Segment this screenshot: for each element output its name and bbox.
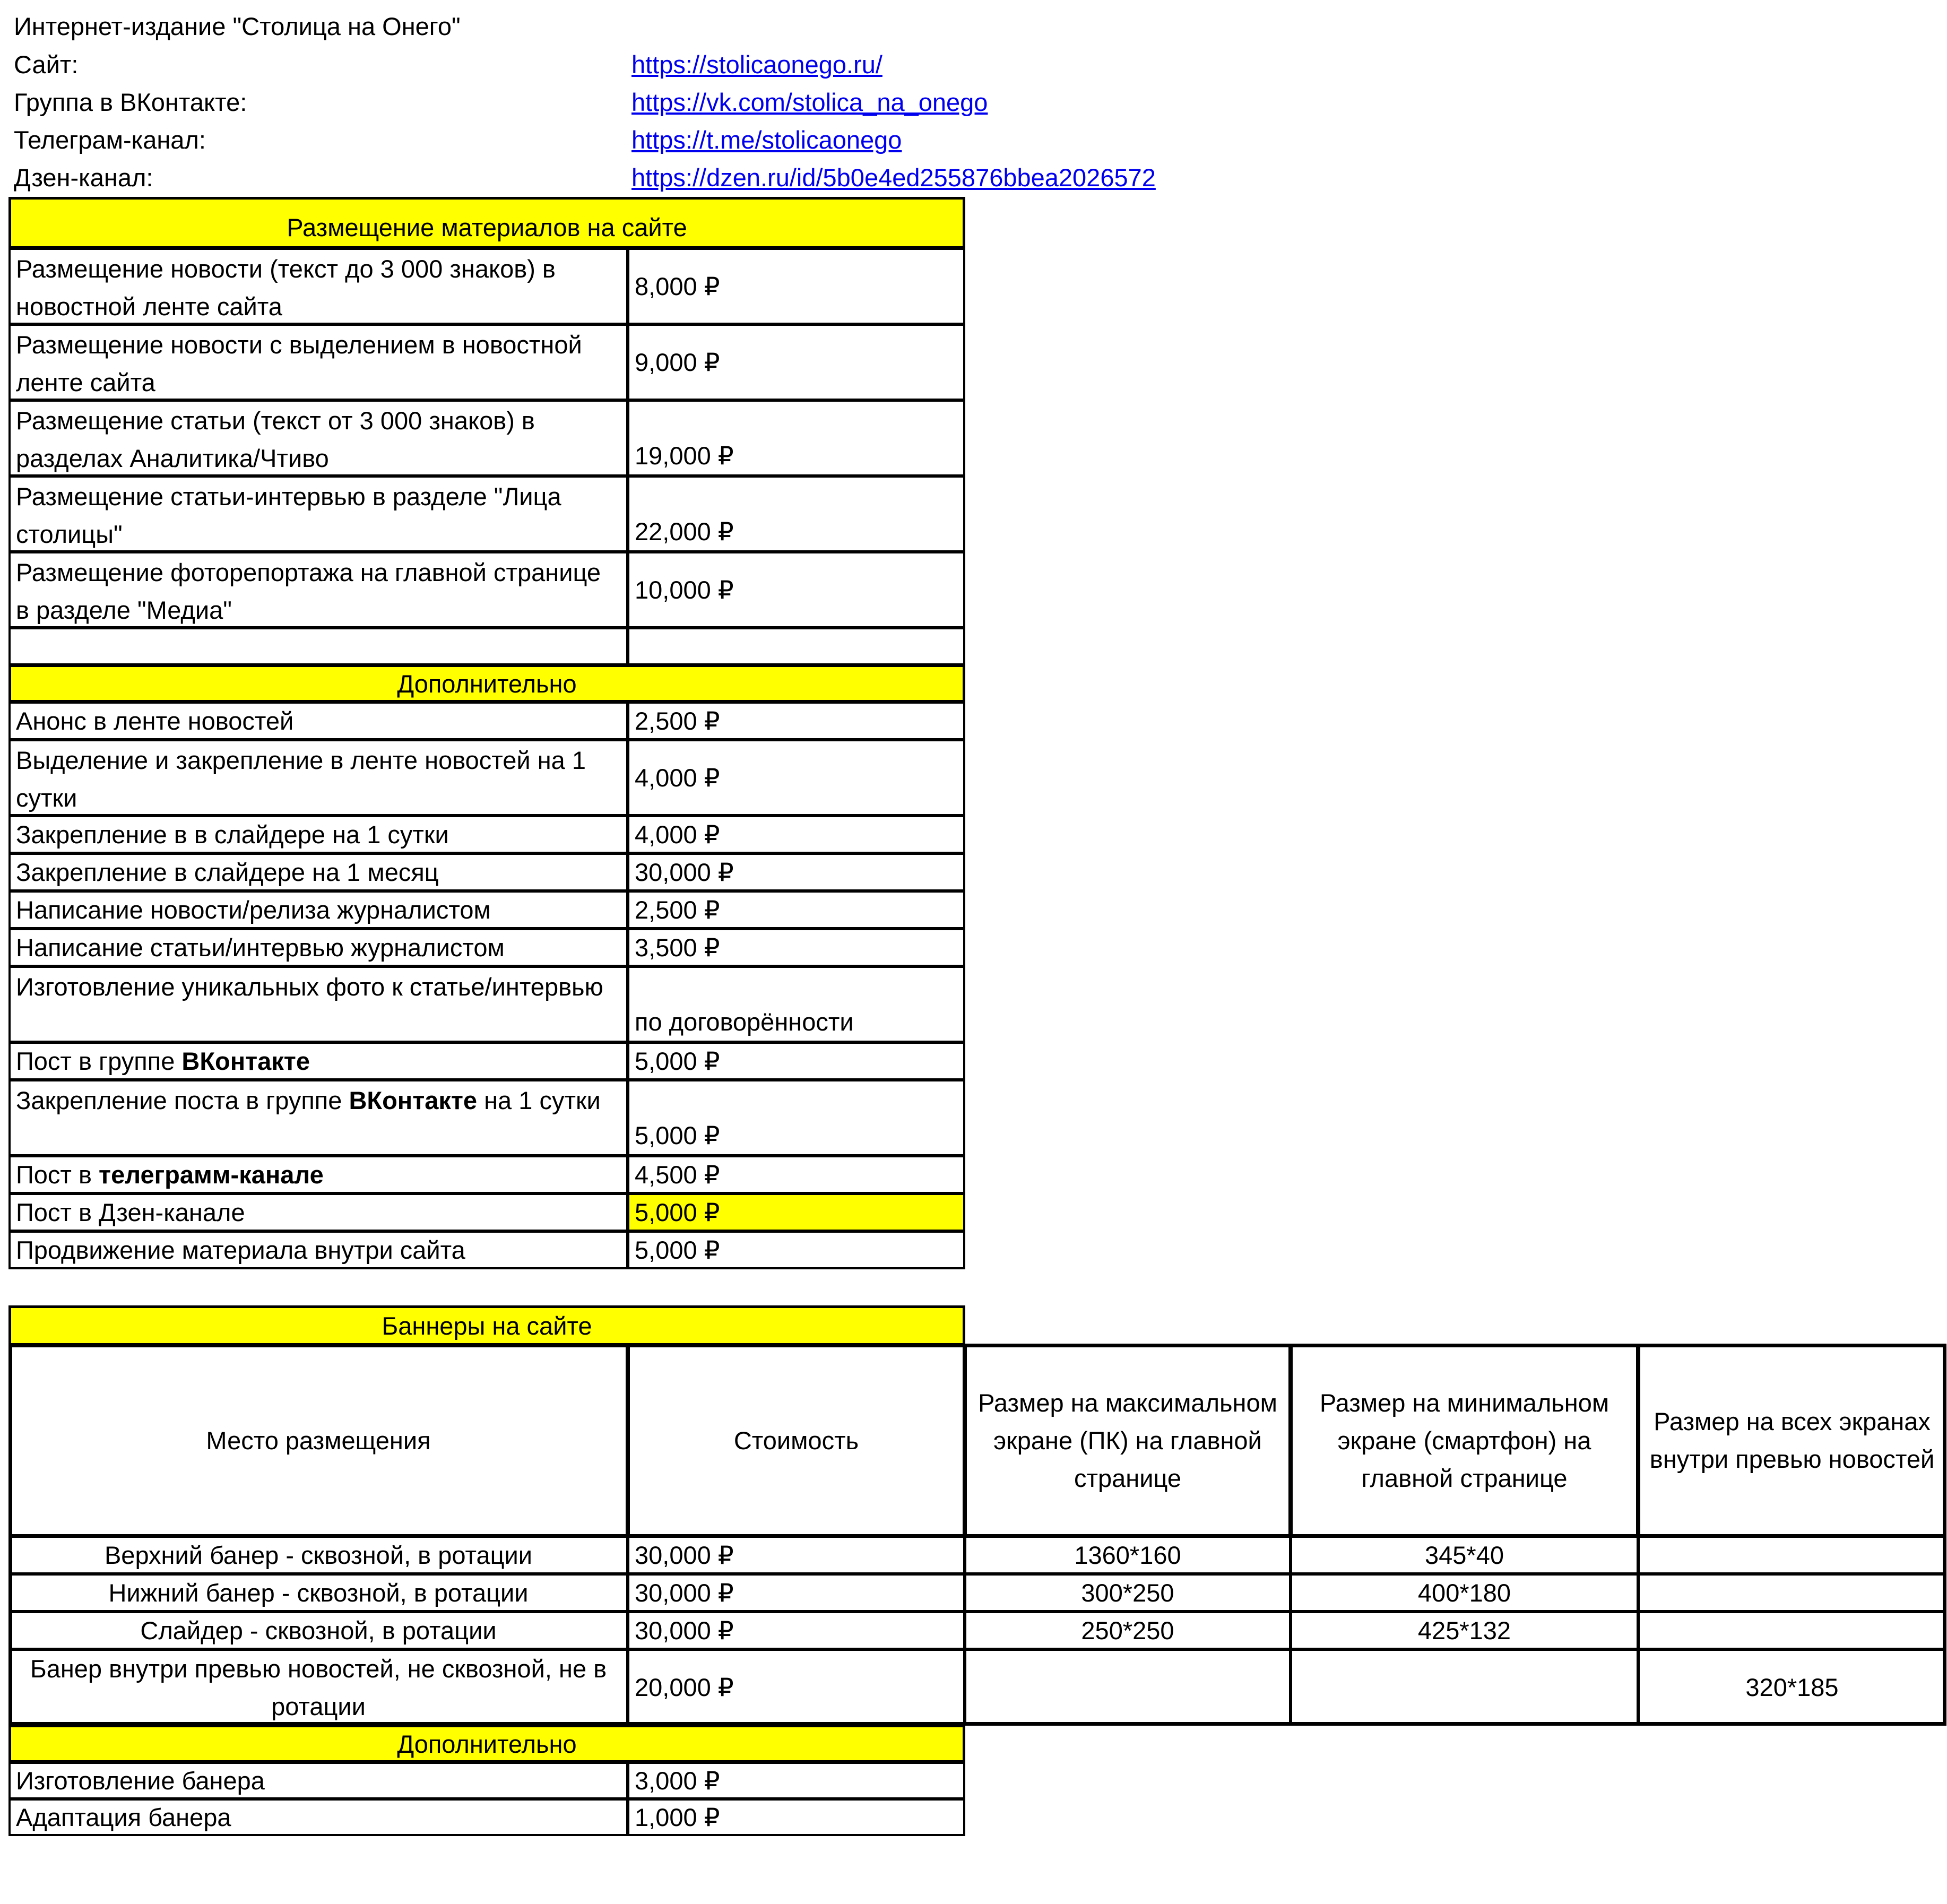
extra-row-name: Написание новости/релиза журналистом bbox=[8, 890, 628, 929]
extra-row-price-highlighted: 5,000 ₽ bbox=[627, 1193, 965, 1232]
banner-extra-row-price: 3,000 ₽ bbox=[627, 1762, 965, 1799]
banners-col-mobile-size: Размер на минимальном экране (смартфон) на главной странице bbox=[1290, 1344, 1639, 1537]
banner-row-place: Слайдер - сквозной, в ротации bbox=[8, 1611, 628, 1650]
banner-extra-header: Дополнительно bbox=[8, 1725, 965, 1763]
extra-row-name-text: Пост в bbox=[16, 1161, 99, 1189]
site-row-name: Размещение новости (текст до 3 000 знаков) в новостной ленте сайта bbox=[8, 248, 628, 325]
banner-row-price: 30,000 ₽ bbox=[627, 1611, 965, 1650]
banner-row-price: 30,000 ₽ bbox=[627, 1536, 965, 1574]
site-row-price: 22,000 ₽ bbox=[627, 475, 965, 552]
extra-row-name-bold: телеграмм-канале bbox=[99, 1161, 324, 1189]
dzen-link[interactable]: https://dzen.ru/id/5b0e4ed255876bbea2026572 bbox=[631, 163, 1156, 192]
extra-row-price: 5,000 ₽ bbox=[627, 1079, 965, 1156]
banner-row-pc-size: 300*250 bbox=[964, 1573, 1291, 1612]
extra-row-price: 30,000 ₽ bbox=[627, 853, 965, 892]
extra-row-name: Пост в Дзен-канале bbox=[8, 1193, 628, 1232]
extra-row-name bbox=[8, 1042, 628, 1080]
extra-section-header: Дополнительно bbox=[8, 664, 965, 703]
banners-table-border bbox=[8, 1344, 1946, 1726]
extra-row-name: Изготовление уникальных фото к статье/интервью bbox=[8, 966, 628, 1043]
banner-row-mobile-size: 345*40 bbox=[1290, 1536, 1639, 1574]
extra-row-name bbox=[8, 1155, 628, 1194]
extra-row-name: Продвижение материала внутри сайта bbox=[8, 1231, 628, 1269]
extra-row-name-suffix: на 1 сутки bbox=[477, 1086, 601, 1114]
extra-row-price: по договорённости bbox=[627, 966, 965, 1043]
site-row-name: Размещение фоторепортажа на главной странице в разделе "Медиа" bbox=[8, 551, 628, 628]
site-row-price: 19,000 ₽ bbox=[627, 400, 965, 477]
site-row-name: Размещение статьи-интервью в разделе "Лица столицы" bbox=[8, 475, 628, 552]
extra-row-name-bold: ВКонтакте bbox=[349, 1086, 478, 1114]
extra-row-name-text: Закрепление поста в группе bbox=[16, 1086, 349, 1114]
extra-row-price: 5,000 ₽ bbox=[627, 1042, 965, 1080]
extra-row-name: Написание статьи/интервью журналистом bbox=[8, 928, 628, 967]
extra-row-price: 2,500 ₽ bbox=[627, 702, 965, 740]
extra-row-price: 3,500 ₽ bbox=[627, 928, 965, 967]
extra-row-price: 4,500 ₽ bbox=[627, 1155, 965, 1194]
extra-row-price: 4,000 ₽ bbox=[627, 815, 965, 854]
vk-link-label: Группа в ВКонтакте: bbox=[14, 88, 247, 116]
banner-row-pc-size: 250*250 bbox=[964, 1611, 1291, 1650]
telegram-link-label: Телеграм-канал: bbox=[14, 126, 206, 154]
page-title: Интернет-издание "Столица на Онего" bbox=[14, 12, 461, 40]
banners-col-place: Место размещения bbox=[8, 1344, 628, 1537]
site-row-price: 8,000 ₽ bbox=[627, 248, 965, 325]
extra-row-name: Закрепление в слайдере на 1 месяц bbox=[8, 853, 628, 892]
banner-row-place: Банер внутри превью новостей, не сквозной, не в ротации bbox=[8, 1649, 628, 1726]
banner-row-mobile-size: 400*180 bbox=[1290, 1573, 1639, 1612]
extra-row-name: Выделение и закрепление в ленте новостей на 1 сутки bbox=[8, 739, 628, 816]
extra-row-name: Анонс в ленте новостей bbox=[8, 702, 628, 740]
banner-row-mobile-size: 425*132 bbox=[1290, 1611, 1639, 1650]
banner-row-price: 20,000 ₽ bbox=[627, 1649, 965, 1726]
banners-section-header: Баннеры на сайте bbox=[8, 1305, 965, 1346]
banner-row-price: 30,000 ₽ bbox=[627, 1573, 965, 1612]
site-link-label: Сайт: bbox=[14, 50, 79, 79]
site-section-header: Размещение материалов на сайте bbox=[8, 197, 965, 249]
banners-col-preview-size: Размер на всех экранах внутри превью новостей bbox=[1638, 1344, 1946, 1537]
banners-col-price: Стоимость bbox=[627, 1344, 965, 1537]
extra-row-price: 4,000 ₽ bbox=[627, 739, 965, 816]
dzen-link-label: Дзен-канал: bbox=[14, 163, 153, 192]
extra-row-name-text: Пост в группе bbox=[16, 1047, 182, 1075]
banner-row-place: Нижний банер - сквозной, в ротации bbox=[8, 1573, 628, 1612]
site-row-name: Размещение статьи (текст от 3 000 знаков) в разделах Аналитика/Чтиво bbox=[8, 400, 628, 477]
site-row-price: 9,000 ₽ bbox=[627, 324, 965, 401]
banner-extra-row-price: 1,000 ₽ bbox=[627, 1798, 965, 1836]
site-link[interactable]: https://stolicaonego.ru/ bbox=[631, 50, 882, 79]
telegram-link[interactable]: https://t.me/stolicaonego bbox=[631, 126, 902, 154]
empty-cell bbox=[8, 627, 628, 665]
extra-row-price: 5,000 ₽ bbox=[627, 1231, 965, 1269]
banner-row-preview-size: 320*185 bbox=[1638, 1649, 1946, 1726]
site-row-price: 10,000 ₽ bbox=[627, 551, 965, 628]
extra-row-name-bold: ВКонтакте bbox=[181, 1047, 310, 1075]
extra-row-name bbox=[8, 1079, 628, 1156]
banner-row-place: Верхний банер - сквозной, в ротации bbox=[8, 1536, 628, 1574]
extra-row-price: 2,500 ₽ bbox=[627, 890, 965, 929]
banner-extra-row-name: Изготовление банера bbox=[8, 1762, 628, 1799]
banner-row-pc-size: 1360*160 bbox=[964, 1536, 1291, 1574]
extra-row-name: Закрепление в в слайдере на 1 сутки bbox=[8, 815, 628, 854]
banners-col-pc-size: Размер на максимальном экране (ПК) на главной странице bbox=[964, 1344, 1291, 1537]
site-row-name: Размещение новости с выделением в новостной ленте сайта bbox=[8, 324, 628, 401]
vk-link[interactable]: https://vk.com/stolica_na_onego bbox=[631, 88, 988, 116]
banner-extra-row-name: Адаптация банера bbox=[8, 1798, 628, 1836]
empty-cell bbox=[627, 627, 965, 665]
